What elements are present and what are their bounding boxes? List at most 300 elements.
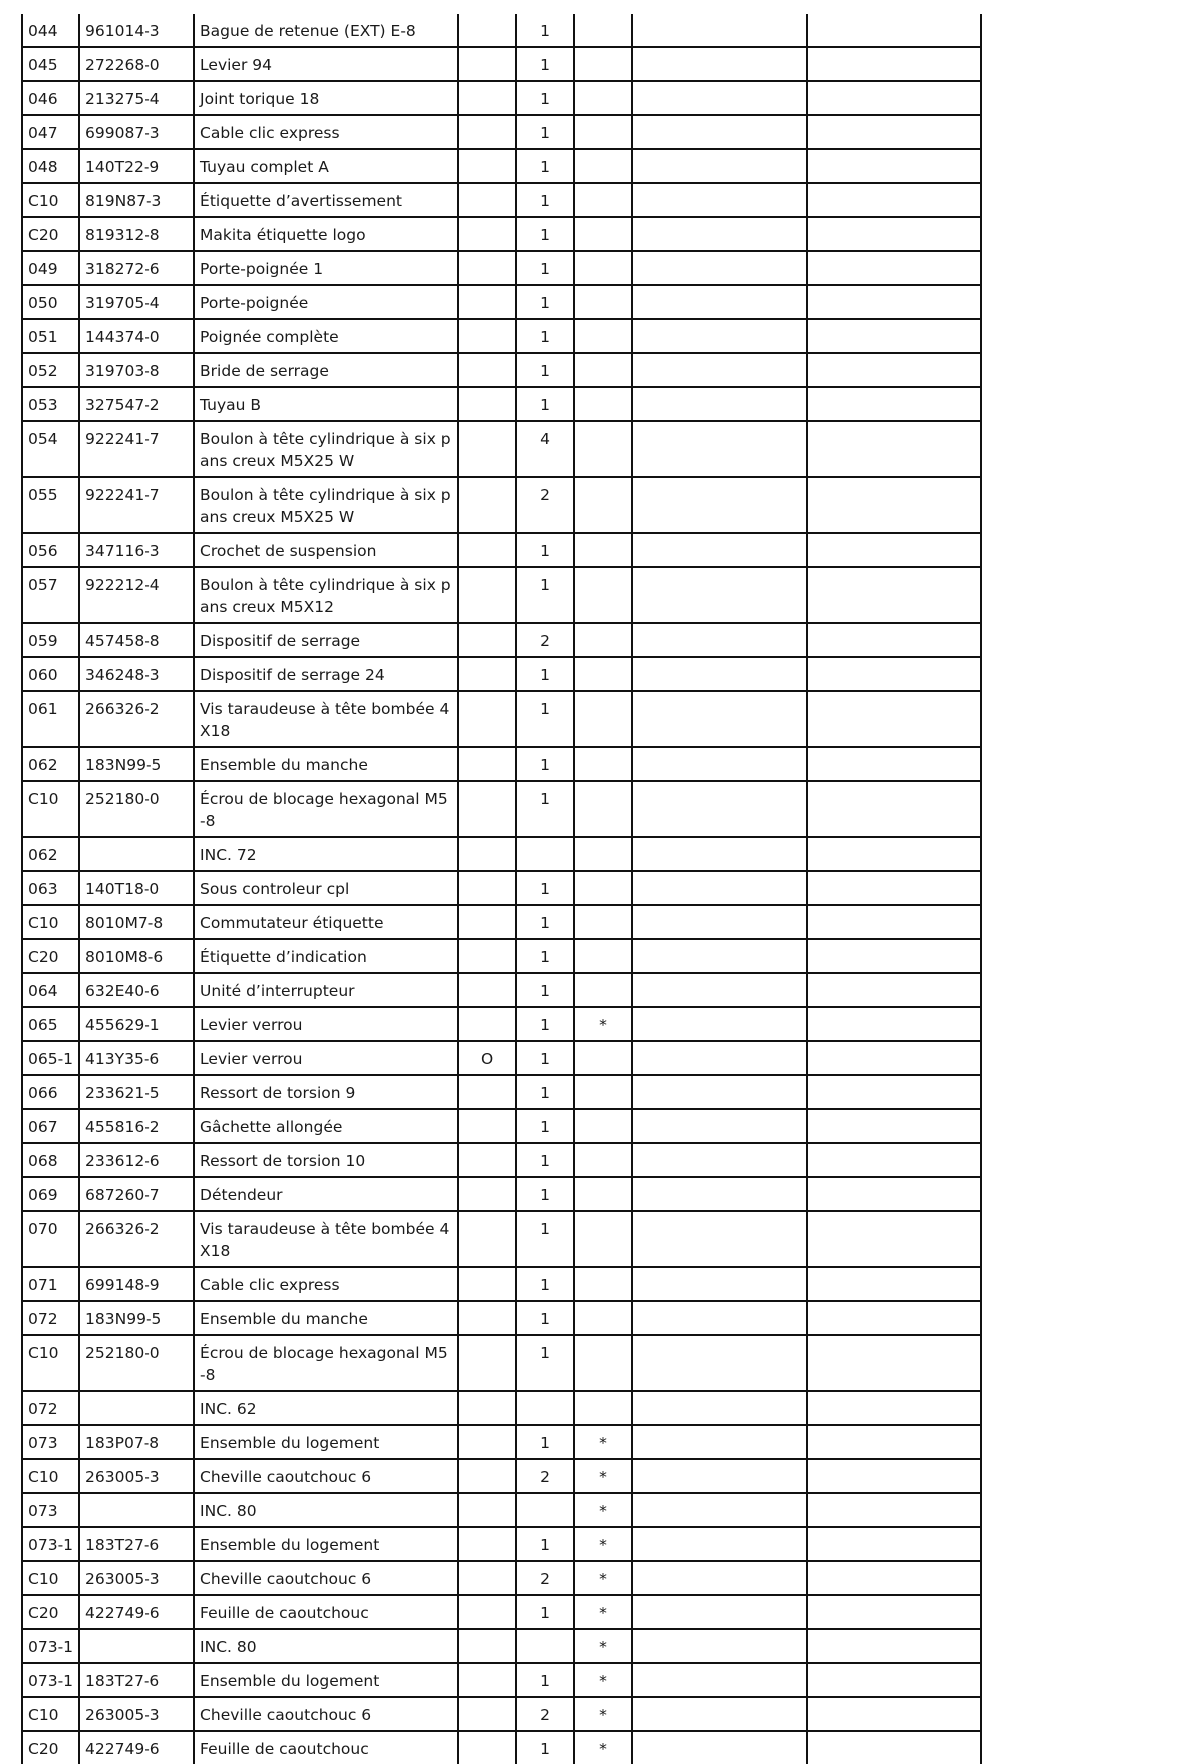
table-row bbox=[22, 1177, 981, 1211]
item-number-cell: C20 bbox=[22, 1731, 79, 1764]
empty-cell bbox=[807, 567, 981, 623]
part-number-cell: 318272-6 bbox=[79, 251, 194, 285]
note-cell: * bbox=[574, 1561, 632, 1595]
table-row bbox=[22, 1267, 981, 1301]
table-row bbox=[22, 781, 981, 837]
part-number-cell: 140T22-9 bbox=[79, 149, 194, 183]
description-cell: Unité d’interrupteur bbox=[194, 973, 458, 1007]
table-row bbox=[22, 871, 981, 905]
note-cell bbox=[574, 1143, 632, 1177]
note-cell bbox=[574, 1075, 632, 1109]
empty-cell bbox=[632, 1697, 807, 1731]
note-cell bbox=[574, 1109, 632, 1143]
note-cell bbox=[574, 657, 632, 691]
table-row bbox=[22, 217, 981, 251]
part-number-cell: 327547-2 bbox=[79, 387, 194, 421]
part-number-cell: 8010M8-6 bbox=[79, 939, 194, 973]
table-row bbox=[22, 1731, 981, 1764]
quantity-cell: 1 bbox=[516, 1425, 574, 1459]
empty-cell bbox=[632, 251, 807, 285]
part-number-cell: 422749-6 bbox=[79, 1731, 194, 1764]
note-cell bbox=[574, 183, 632, 217]
part-number-cell: 819312-8 bbox=[79, 217, 194, 251]
description-cell: Levier 94 bbox=[194, 47, 458, 81]
description-cell: Cheville caoutchouc 6 bbox=[194, 1561, 458, 1595]
quantity-cell: 1 bbox=[516, 115, 574, 149]
empty-cell bbox=[632, 747, 807, 781]
description-cell: Étiquette d’indication bbox=[194, 939, 458, 973]
empty-cell bbox=[632, 567, 807, 623]
table-row bbox=[22, 81, 981, 115]
quantity-cell: 1 bbox=[516, 1663, 574, 1697]
quantity-cell: 1 bbox=[516, 47, 574, 81]
quantity-cell: 2 bbox=[516, 1561, 574, 1595]
mark-cell: O bbox=[458, 1041, 516, 1075]
part-number-cell: 263005-3 bbox=[79, 1561, 194, 1595]
description-cell: INC. 72 bbox=[194, 837, 458, 871]
quantity-cell: 1 bbox=[516, 905, 574, 939]
empty-cell bbox=[632, 1663, 807, 1697]
mark-cell bbox=[458, 285, 516, 319]
note-cell: * bbox=[574, 1527, 632, 1561]
quantity-cell: 1 bbox=[516, 691, 574, 747]
mark-cell bbox=[458, 837, 516, 871]
empty-cell bbox=[807, 691, 981, 747]
item-number-cell: C10 bbox=[22, 1335, 79, 1391]
note-cell: * bbox=[574, 1493, 632, 1527]
description-cell: Ensemble du manche bbox=[194, 747, 458, 781]
part-number-cell: 455629-1 bbox=[79, 1007, 194, 1041]
quantity-cell: 1 bbox=[516, 1143, 574, 1177]
part-number-cell: 183T27-6 bbox=[79, 1527, 194, 1561]
item-number-cell: 071 bbox=[22, 1267, 79, 1301]
note-cell bbox=[574, 1041, 632, 1075]
mark-cell bbox=[458, 1629, 516, 1663]
description-cell: Porte-poignée bbox=[194, 285, 458, 319]
empty-cell bbox=[807, 1425, 981, 1459]
description-cell: INC. 80 bbox=[194, 1493, 458, 1527]
item-number-cell: C10 bbox=[22, 1697, 79, 1731]
part-number-cell: 263005-3 bbox=[79, 1459, 194, 1493]
table-row bbox=[22, 149, 981, 183]
empty-cell bbox=[807, 14, 981, 47]
description-cell: Makita étiquette logo bbox=[194, 217, 458, 251]
part-number-cell: 272268-0 bbox=[79, 47, 194, 81]
empty-cell bbox=[807, 1177, 981, 1211]
note-cell: * bbox=[574, 1629, 632, 1663]
table-row bbox=[22, 973, 981, 1007]
quantity-cell: 2 bbox=[516, 477, 574, 533]
part-number-cell bbox=[79, 1493, 194, 1527]
mark-cell bbox=[458, 973, 516, 1007]
note-cell bbox=[574, 567, 632, 623]
description-cell: Ensemble du manche bbox=[194, 1301, 458, 1335]
note-cell bbox=[574, 319, 632, 353]
note-cell bbox=[574, 1211, 632, 1267]
table-row bbox=[22, 1301, 981, 1335]
item-number-cell: 062 bbox=[22, 837, 79, 871]
mark-cell bbox=[458, 319, 516, 353]
note-cell: * bbox=[574, 1459, 632, 1493]
table-row bbox=[22, 477, 981, 533]
part-number-cell: 319703-8 bbox=[79, 353, 194, 387]
part-number-cell: 252180-0 bbox=[79, 781, 194, 837]
part-number-cell: 183N99-5 bbox=[79, 1301, 194, 1335]
table-row bbox=[22, 1459, 981, 1493]
empty-cell bbox=[632, 1211, 807, 1267]
part-number-cell: 183N99-5 bbox=[79, 747, 194, 781]
quantity-cell: 4 bbox=[516, 421, 574, 477]
part-number-cell: 252180-0 bbox=[79, 1335, 194, 1391]
table-row bbox=[22, 1391, 981, 1425]
item-number-cell: 048 bbox=[22, 149, 79, 183]
table-row bbox=[22, 1663, 981, 1697]
table-row bbox=[22, 1629, 981, 1663]
mark-cell bbox=[458, 781, 516, 837]
empty-cell bbox=[632, 47, 807, 81]
table-row bbox=[22, 1561, 981, 1595]
mark-cell bbox=[458, 1697, 516, 1731]
quantity-cell: 1 bbox=[516, 1267, 574, 1301]
part-number-cell: 319705-4 bbox=[79, 285, 194, 319]
part-number-cell: 422749-6 bbox=[79, 1595, 194, 1629]
description-cell: Dispositif de serrage 24 bbox=[194, 657, 458, 691]
empty-cell bbox=[632, 781, 807, 837]
quantity-cell: 1 bbox=[516, 183, 574, 217]
mark-cell bbox=[458, 421, 516, 477]
empty-cell bbox=[632, 1527, 807, 1561]
part-number-cell: 263005-3 bbox=[79, 1697, 194, 1731]
description-cell: Cheville caoutchouc 6 bbox=[194, 1459, 458, 1493]
quantity-cell: 1 bbox=[516, 1595, 574, 1629]
empty-cell bbox=[632, 939, 807, 973]
part-number-cell: 413Y35-6 bbox=[79, 1041, 194, 1075]
empty-cell bbox=[807, 1301, 981, 1335]
empty-cell bbox=[632, 14, 807, 47]
mark-cell bbox=[458, 14, 516, 47]
table-row bbox=[22, 115, 981, 149]
part-number-cell: 347116-3 bbox=[79, 533, 194, 567]
description-cell: Étiquette d’avertissement bbox=[194, 183, 458, 217]
empty-cell bbox=[632, 477, 807, 533]
mark-cell bbox=[458, 1007, 516, 1041]
part-number-cell: 632E40-6 bbox=[79, 973, 194, 1007]
mark-cell bbox=[458, 1177, 516, 1211]
item-number-cell: 069 bbox=[22, 1177, 79, 1211]
table-row bbox=[22, 1493, 981, 1527]
empty-cell bbox=[807, 1595, 981, 1629]
description-cell: Gâchette allongée bbox=[194, 1109, 458, 1143]
empty-cell bbox=[807, 1109, 981, 1143]
empty-cell bbox=[632, 1143, 807, 1177]
empty-cell bbox=[807, 837, 981, 871]
table-row bbox=[22, 1143, 981, 1177]
empty-cell bbox=[807, 251, 981, 285]
table-row bbox=[22, 47, 981, 81]
table-row bbox=[22, 1211, 981, 1267]
table-row bbox=[22, 1109, 981, 1143]
description-cell: Levier verrou bbox=[194, 1007, 458, 1041]
empty-cell bbox=[807, 1731, 981, 1764]
quantity-cell: 1 bbox=[516, 81, 574, 115]
part-number-cell: 183T27-6 bbox=[79, 1663, 194, 1697]
empty-cell bbox=[632, 1561, 807, 1595]
empty-cell bbox=[632, 115, 807, 149]
description-cell: Commutateur étiquette bbox=[194, 905, 458, 939]
empty-cell bbox=[807, 623, 981, 657]
empty-cell bbox=[632, 871, 807, 905]
description-cell: Ressort de torsion 9 bbox=[194, 1075, 458, 1109]
description-cell: Écrou de blocage hexagonal M5-8 bbox=[194, 1335, 458, 1391]
mark-cell bbox=[458, 747, 516, 781]
note-cell bbox=[574, 973, 632, 1007]
part-number-cell: 961014-3 bbox=[79, 14, 194, 47]
item-number-cell: 054 bbox=[22, 421, 79, 477]
description-cell: Joint torique 18 bbox=[194, 81, 458, 115]
empty-cell bbox=[807, 81, 981, 115]
empty-cell bbox=[807, 1629, 981, 1663]
part-number-cell: 699087-3 bbox=[79, 115, 194, 149]
quantity-cell: 1 bbox=[516, 1731, 574, 1764]
table-row bbox=[22, 353, 981, 387]
part-number-cell: 457458-8 bbox=[79, 623, 194, 657]
mark-cell bbox=[458, 1459, 516, 1493]
note-cell: * bbox=[574, 1663, 632, 1697]
quantity-cell: 1 bbox=[516, 567, 574, 623]
quantity-cell: 1 bbox=[516, 14, 574, 47]
empty-cell bbox=[632, 1731, 807, 1764]
empty-cell bbox=[632, 285, 807, 319]
item-number-cell: 073-1 bbox=[22, 1663, 79, 1697]
mark-cell bbox=[458, 1075, 516, 1109]
note-cell bbox=[574, 1301, 632, 1335]
empty-cell bbox=[807, 1143, 981, 1177]
item-number-cell: 061 bbox=[22, 691, 79, 747]
item-number-cell: 073 bbox=[22, 1493, 79, 1527]
part-number-cell: 233621-5 bbox=[79, 1075, 194, 1109]
part-number-cell bbox=[79, 1391, 194, 1425]
empty-cell bbox=[632, 1109, 807, 1143]
description-cell: Écrou de blocage hexagonal M5-8 bbox=[194, 781, 458, 837]
part-number-cell: 144374-0 bbox=[79, 319, 194, 353]
mark-cell bbox=[458, 657, 516, 691]
empty-cell bbox=[632, 1425, 807, 1459]
item-number-cell: 060 bbox=[22, 657, 79, 691]
description-cell: Feuille de caoutchouc bbox=[194, 1731, 458, 1764]
note-cell bbox=[574, 387, 632, 421]
mark-cell bbox=[458, 691, 516, 747]
part-number-cell: 183P07-8 bbox=[79, 1425, 194, 1459]
note-cell bbox=[574, 421, 632, 477]
item-number-cell: 073 bbox=[22, 1425, 79, 1459]
quantity-cell bbox=[516, 1391, 574, 1425]
note-cell bbox=[574, 1335, 632, 1391]
quantity-cell: 1 bbox=[516, 1335, 574, 1391]
empty-cell bbox=[807, 1211, 981, 1267]
quantity-cell: 1 bbox=[516, 1301, 574, 1335]
empty-cell bbox=[807, 1697, 981, 1731]
item-number-cell: 046 bbox=[22, 81, 79, 115]
empty-cell bbox=[632, 691, 807, 747]
item-number-cell: 065 bbox=[22, 1007, 79, 1041]
mark-cell bbox=[458, 115, 516, 149]
item-number-cell: 064 bbox=[22, 973, 79, 1007]
description-cell: Cable clic express bbox=[194, 115, 458, 149]
mark-cell bbox=[458, 1267, 516, 1301]
mark-cell bbox=[458, 1109, 516, 1143]
item-number-cell: C10 bbox=[22, 1561, 79, 1595]
part-number-cell bbox=[79, 1629, 194, 1663]
quantity-cell bbox=[516, 1493, 574, 1527]
table-row bbox=[22, 837, 981, 871]
description-cell: Ensemble du logement bbox=[194, 1527, 458, 1561]
mark-cell bbox=[458, 47, 516, 81]
empty-cell bbox=[632, 1629, 807, 1663]
empty-cell bbox=[632, 837, 807, 871]
part-number-cell: 140T18-0 bbox=[79, 871, 194, 905]
empty-cell bbox=[807, 781, 981, 837]
item-number-cell: 065-1 bbox=[22, 1041, 79, 1075]
quantity-cell: 1 bbox=[516, 939, 574, 973]
quantity-cell: 1 bbox=[516, 149, 574, 183]
table-row bbox=[22, 747, 981, 781]
empty-cell bbox=[632, 149, 807, 183]
description-cell: Vis taraudeuse à tête bombée 4X18 bbox=[194, 1211, 458, 1267]
note-cell bbox=[574, 781, 632, 837]
item-number-cell: 067 bbox=[22, 1109, 79, 1143]
mark-cell bbox=[458, 1493, 516, 1527]
item-number-cell: 073-1 bbox=[22, 1629, 79, 1663]
item-number-cell: 066 bbox=[22, 1075, 79, 1109]
part-number-cell: 819N87-3 bbox=[79, 183, 194, 217]
note-cell bbox=[574, 623, 632, 657]
quantity-cell: 1 bbox=[516, 781, 574, 837]
table-row bbox=[22, 691, 981, 747]
quantity-cell: 1 bbox=[516, 353, 574, 387]
part-number-cell: 213275-4 bbox=[79, 81, 194, 115]
quantity-cell: 1 bbox=[516, 251, 574, 285]
part-number-cell: 922241-7 bbox=[79, 477, 194, 533]
item-number-cell: 049 bbox=[22, 251, 79, 285]
description-cell: Cheville caoutchouc 6 bbox=[194, 1697, 458, 1731]
empty-cell bbox=[807, 1459, 981, 1493]
part-number-cell: 346248-3 bbox=[79, 657, 194, 691]
mark-cell bbox=[458, 217, 516, 251]
part-number-cell: 233612-6 bbox=[79, 1143, 194, 1177]
description-cell: Détendeur bbox=[194, 1177, 458, 1211]
description-cell: Crochet de suspension bbox=[194, 533, 458, 567]
parts-table-body bbox=[22, 14, 981, 1764]
empty-cell bbox=[807, 657, 981, 691]
item-number-cell: 045 bbox=[22, 47, 79, 81]
description-cell: Boulon à tête cylindrique à six pans creux M5X25 W bbox=[194, 421, 458, 477]
empty-cell bbox=[807, 285, 981, 319]
part-number-cell: 455816-2 bbox=[79, 1109, 194, 1143]
empty-cell bbox=[807, 1267, 981, 1301]
quantity-cell: 2 bbox=[516, 1459, 574, 1493]
note-cell bbox=[574, 871, 632, 905]
item-number-cell: 073-1 bbox=[22, 1527, 79, 1561]
mark-cell bbox=[458, 387, 516, 421]
note-cell bbox=[574, 217, 632, 251]
mark-cell bbox=[458, 1335, 516, 1391]
empty-cell bbox=[807, 1041, 981, 1075]
empty-cell bbox=[632, 533, 807, 567]
note-cell bbox=[574, 149, 632, 183]
quantity-cell: 1 bbox=[516, 1109, 574, 1143]
item-number-cell: 072 bbox=[22, 1301, 79, 1335]
item-number-cell: 052 bbox=[22, 353, 79, 387]
empty-cell bbox=[632, 623, 807, 657]
quantity-cell: 1 bbox=[516, 387, 574, 421]
mark-cell bbox=[458, 353, 516, 387]
empty-cell bbox=[807, 1663, 981, 1697]
description-cell: Poignée complète bbox=[194, 319, 458, 353]
note-cell bbox=[574, 1267, 632, 1301]
description-cell: Bride de serrage bbox=[194, 353, 458, 387]
empty-cell bbox=[632, 81, 807, 115]
note-cell: * bbox=[574, 1595, 632, 1629]
table-row bbox=[22, 533, 981, 567]
table-row bbox=[22, 285, 981, 319]
mark-cell bbox=[458, 1425, 516, 1459]
description-cell: Levier verrou bbox=[194, 1041, 458, 1075]
description-cell: Boulon à tête cylindrique à six pans creux M5X12 bbox=[194, 567, 458, 623]
mark-cell bbox=[458, 1301, 516, 1335]
empty-cell bbox=[632, 319, 807, 353]
mark-cell bbox=[458, 567, 516, 623]
item-number-cell: 072 bbox=[22, 1391, 79, 1425]
table-row bbox=[22, 567, 981, 623]
note-cell bbox=[574, 747, 632, 781]
empty-cell bbox=[632, 217, 807, 251]
table-row bbox=[22, 1697, 981, 1731]
part-number-cell: 266326-2 bbox=[79, 1211, 194, 1267]
quantity-cell: 1 bbox=[516, 1041, 574, 1075]
part-number-cell bbox=[79, 837, 194, 871]
quantity-cell: 1 bbox=[516, 217, 574, 251]
empty-cell bbox=[807, 1007, 981, 1041]
table-row bbox=[22, 1007, 981, 1041]
empty-cell bbox=[632, 1595, 807, 1629]
mark-cell bbox=[458, 477, 516, 533]
empty-cell bbox=[807, 477, 981, 533]
mark-cell bbox=[458, 1527, 516, 1561]
quantity-cell: 1 bbox=[516, 1177, 574, 1211]
empty-cell bbox=[807, 1493, 981, 1527]
note-cell bbox=[574, 477, 632, 533]
description-cell: Vis taraudeuse à tête bombée 4X18 bbox=[194, 691, 458, 747]
item-number-cell: C20 bbox=[22, 217, 79, 251]
item-number-cell: 047 bbox=[22, 115, 79, 149]
note-cell bbox=[574, 905, 632, 939]
item-number-cell: C20 bbox=[22, 1595, 79, 1629]
mark-cell bbox=[458, 81, 516, 115]
table-row bbox=[22, 421, 981, 477]
empty-cell bbox=[807, 871, 981, 905]
item-number-cell: 063 bbox=[22, 871, 79, 905]
description-cell: Cable clic express bbox=[194, 1267, 458, 1301]
note-cell bbox=[574, 251, 632, 285]
empty-cell bbox=[807, 1335, 981, 1391]
quantity-cell: 1 bbox=[516, 1007, 574, 1041]
empty-cell bbox=[632, 387, 807, 421]
empty-cell bbox=[807, 1561, 981, 1595]
part-number-cell: 8010M7-8 bbox=[79, 905, 194, 939]
description-cell: Ensemble du logement bbox=[194, 1663, 458, 1697]
item-number-cell: 051 bbox=[22, 319, 79, 353]
empty-cell bbox=[632, 1075, 807, 1109]
